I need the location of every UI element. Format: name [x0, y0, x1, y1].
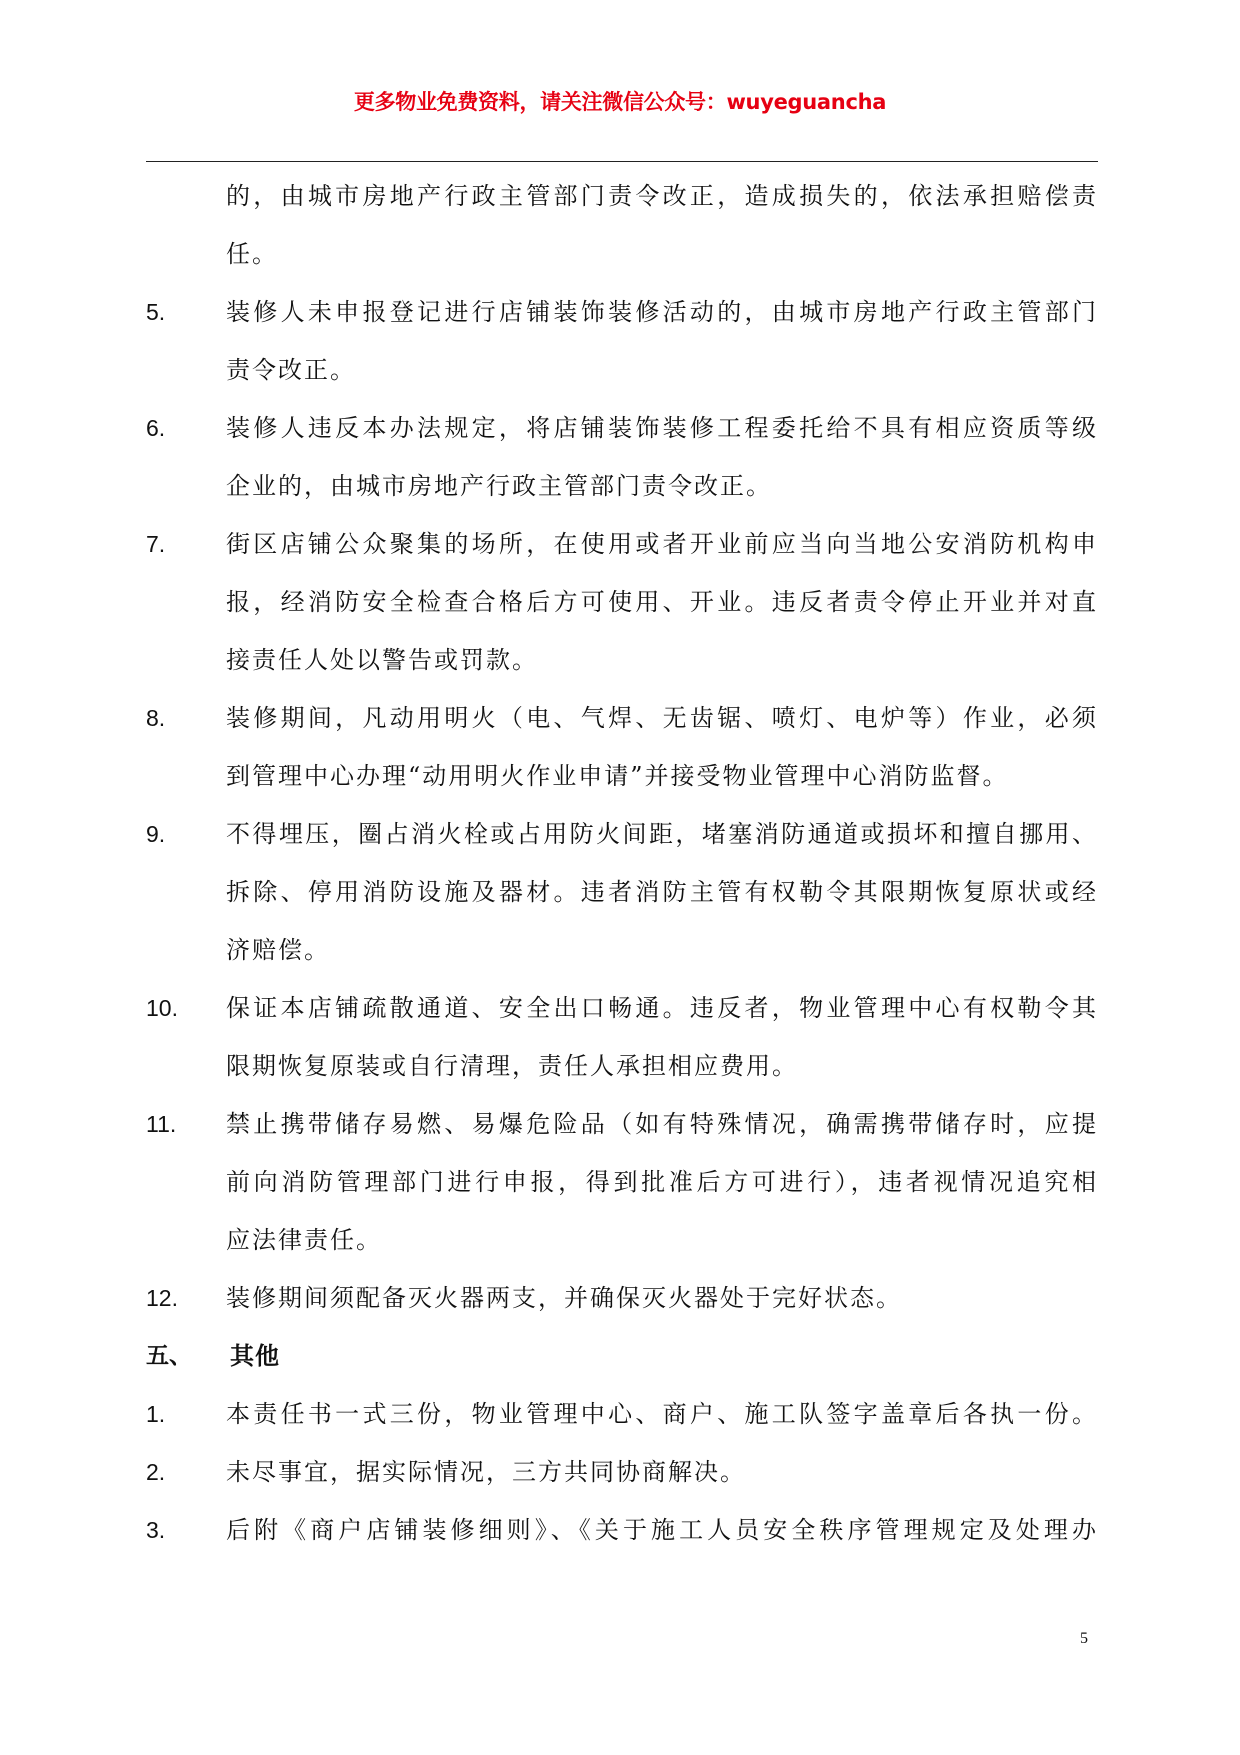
- list-item-12: [146, 1269, 1098, 1327]
- continuation-line: [146, 167, 1098, 225]
- list-item-10: [146, 979, 1098, 1095]
- line-text: 的，由城市房地产行政主管部门责令改正，造成损失的，依法承担赔偿责: [226, 182, 1098, 210]
- section-heading: [146, 1327, 1098, 1385]
- item-number: 6.: [146, 415, 166, 441]
- header-note: 更多物业免费资料，请关注微信公众号：wuyeguancha: [353, 90, 887, 114]
- item-number: 8.: [146, 705, 166, 731]
- item-number: 9.: [146, 821, 166, 847]
- line-text: 责令改正。: [226, 356, 356, 384]
- page-number: 5: [1080, 1630, 1088, 1647]
- line-text: 装修期间须配备灭火器两支，并确保灭火器处于完好状态。: [226, 1284, 902, 1312]
- section-number: 五、: [146, 1343, 192, 1369]
- list-item-5: [146, 283, 1098, 399]
- continuation-line: [146, 225, 1098, 283]
- section-item-1: [146, 1385, 1098, 1443]
- line-text: 本责任书一式三份，物业管理中心、商户、施工队签字盖章后各执一份。: [226, 1400, 1098, 1428]
- line-text: 接责任人处以警告或罚款。: [226, 646, 538, 674]
- line-text: 装修人未申报登记进行店铺装饰装修活动的，由城市房地产行政主管部门: [226, 298, 1098, 326]
- line-text: 济赔偿。: [226, 936, 330, 964]
- item-number: 1.: [146, 1401, 166, 1427]
- line-text: 企业的，由城市房地产行政主管部门责令改正。: [226, 472, 772, 500]
- list-item-6: [146, 399, 1098, 515]
- line-text: 不得埋压，圈占消火栓或占用防火间距，堵塞消防通道或损坏和擅自挪用、: [226, 820, 1098, 848]
- list-item-7: [146, 515, 1098, 689]
- line-text: 未尽事宜，据实际情况，三方共同协商解决。: [226, 1458, 746, 1486]
- line-text: 限期恢复原装或自行清理，责任人承担相应费用。: [226, 1052, 798, 1080]
- item-number: 12.: [146, 1285, 178, 1311]
- line-text: 应法律责任。: [226, 1226, 382, 1254]
- section-item-2: [146, 1443, 1098, 1501]
- item-number: 10.: [146, 995, 178, 1021]
- line-text: 拆除、停用消防设施及器材。违者消防主管有权勒令其限期恢复原状或经: [226, 878, 1098, 906]
- line-text: 前向消防管理部门进行申报，得到批准后方可进行），违者视情况追究相: [226, 1168, 1098, 1196]
- line-text: 街区店铺公众聚集的场所，在使用或者开业前应当向当地公安消防机构申: [226, 530, 1098, 558]
- line-text: 到管理中心办理“动用明火作业申请”并接受物业管理中心消防监督。: [226, 762, 1009, 790]
- line-text: 装修人违反本办法规定，将店铺装饰装修工程委托给不具有相应资质等级: [226, 414, 1098, 442]
- section-item-3: [146, 1501, 1098, 1559]
- document-body: [146, 167, 1098, 1559]
- item-number: 11.: [146, 1111, 177, 1137]
- line-text: 报，经消防安全检查合格后方可使用、开业。违反者责令停止开业并对直: [226, 588, 1098, 616]
- item-number: 2.: [146, 1459, 166, 1485]
- list-item-11: [146, 1095, 1098, 1269]
- header-divider: [146, 161, 1098, 162]
- item-number: 5.: [146, 299, 166, 325]
- item-number: 3.: [146, 1517, 166, 1543]
- line-text: 禁止携带储存易燃、易爆危险品（如有特殊情况，确需携带储存时，应提: [226, 1110, 1098, 1138]
- list-item-9: [146, 805, 1098, 979]
- line-text: 任。: [226, 240, 278, 268]
- line-text: 后附《商户店铺装修细则》、《关于施工人员安全秩序管理规定及处理办: [226, 1516, 1098, 1544]
- line-text: 保证本店铺疏散通道、安全出口畅通。违反者，物业管理中心有权勒令其: [226, 994, 1098, 1022]
- section-title: 其他: [230, 1342, 280, 1370]
- item-number: 7.: [146, 531, 166, 557]
- line-text: 装修期间，凡动用明火（电、气焊、无齿锯、喷灯、电炉等）作业，必须: [226, 704, 1098, 732]
- list-item-8: [146, 689, 1098, 805]
